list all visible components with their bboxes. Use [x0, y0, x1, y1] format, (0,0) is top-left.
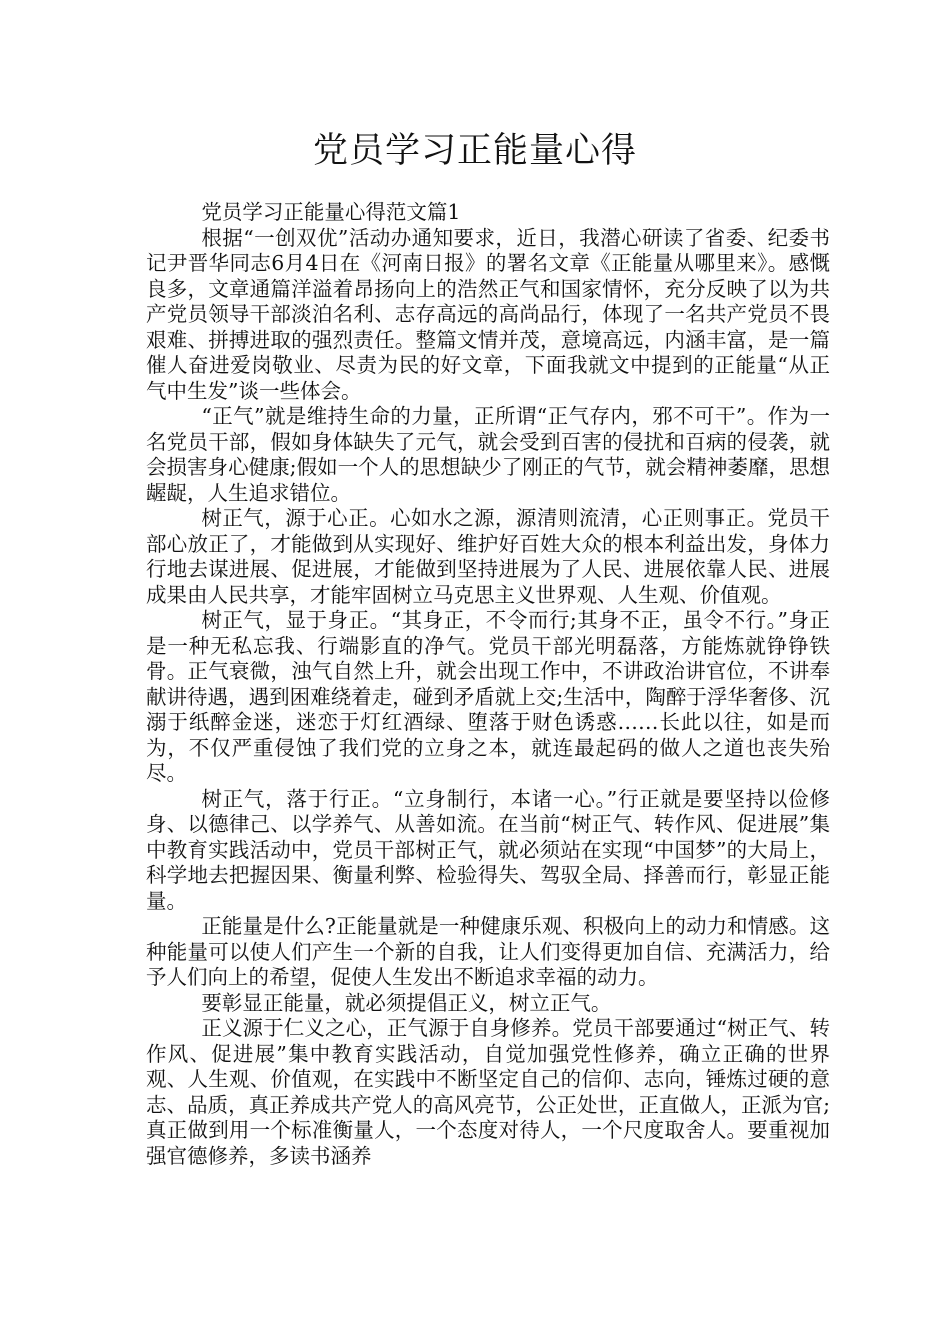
paragraph: 要彰显正能量，就必须提倡正义，树立正气。 [201, 990, 612, 1015]
paragraph: 根据“一创双优”活动办通知要求，近日，我潜心研读了省委、纪委书记尹晋华同志6月4日在《河南日报》的署名文章《正能量从哪里来》。感慨良多，文章通篇洋溢着昂扬向上的浩然正气和国家情怀，充分反映了以为共产党员领导干部淡泊名利、志存高远的高尚品行，体现了一名共产党员不畏艰难、拼搏进取的强烈责任。整篇文情并茂，意境高远，内涵丰富，是一篇催人奋进爱岗敬业、尽责为民的好文章，下面我就文中提到的正能量“从正气中生发”谈一些体会。 [146, 225, 830, 403]
paragraph: 正能量是什么?正能量就是一种健康乐观、积极向上的动力和情感。这种能量可以使人们产生一个新的自我，让人们变得更加自信、充满活力，给予人们向上的希望，促使人生发出不断追求幸福的动力。 [146, 914, 830, 989]
document-title: 党员学习正能量心得 [312, 131, 637, 171]
paragraph: 树正气，源于心正。心如水之源，源清则流清，心正则事正。党员干部心放正了，才能做到从实现好、维护好百姓大众的根本利益出发，身体力行地去谋进展、促进展，才能做到坚持进展为了人民、进展依靠人民、进展成果由人民共享，才能牢固树立马克思主义世界观、人生观、价值观。 [146, 506, 830, 607]
paragraph: “正气”就是维持生命的力量，正所谓“正气存内，邪不可干”。作为一名党员干部，假如身体缺失了元气，就会受到百害的侵扰和百病的侵袭，就会损害身心健康;假如一个人的思想缺少了刚正的气节，就会精神萎靡，思想龌龊，人生追求错位。 [146, 404, 830, 505]
paragraph: 正义源于仁义之心，正气源于自身修养。党员干部要通过“树正气、转作风、促进展”集中教育实践活动，自觉加强党性修养，确立正确的世界观、人生观、价值观，在实践中不断坚定自己的信仰、志向，锤炼过硬的意志、品质，真正养成共产党人的高风亮节，公正处世，正直做人，正派为官;真正做到用一个标准衡量人，一个态度对待人，一个尺度取舍人。要重视加强官德修养，多读书涵养 [146, 1016, 830, 1168]
paragraph: 树正气，落于行正。“立身制行，本诸一心。”行正就是要坚持以俭修身、以德律己、以学养气、从善如流。在当前“树正气、转作风、促进展”集中教育实践活动中，党员干部树正气，就必须站在实现“中国梦”的大局上，科学地去把握因果、衡量利弊、检验得失、驾驭全局、择善而行，彰显正能量。 [146, 786, 830, 913]
paragraph: 树正气，显于身正。“其身正，不令而行;其身不正，虽令不行。”身正是一种无私忘我、行端影直的净气。党员干部光明磊落，方能炼就铮铮铁骨。正气衰微，浊气自然上升，就会出现工作中，不讲政治讲官位，不讲奉献讲待遇，遇到困难绕着走，碰到矛盾就上交;生活中，陶醉于浮华奢侈、沉溺于纸醉金迷，迷恋于灯红酒绿、堕落于财色诱惑……长此以往，如是而为，不仅严重侵蚀了我们党的立身之本，就连最起码的做人之道也丧失殆尽。 [146, 608, 830, 785]
document-body [146, 200, 830, 1169]
section-heading: 党员学习正能量心得范文篇1 [201, 200, 461, 224]
